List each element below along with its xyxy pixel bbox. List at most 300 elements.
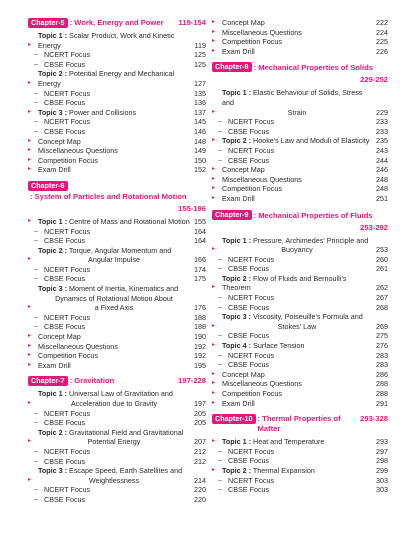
- focus-entry[interactable]: [212, 264, 388, 274]
- topic-number: Topic 2 :: [38, 427, 68, 437]
- entry-text: [222, 274, 372, 293]
- page-number: 136: [194, 98, 206, 108]
- dash-icon: –: [34, 265, 38, 273]
- bullet-arrow-icon: ▸: [28, 217, 32, 224]
- entry-text: NCERT Focus: [44, 485, 91, 495]
- page-number: 276: [376, 341, 388, 351]
- topic-title: Heat and Temperature: [253, 437, 325, 447]
- focus-entry[interactable]: [28, 457, 206, 467]
- page-number: 192: [194, 351, 206, 361]
- entry-text: NCERT Focus: [44, 408, 91, 418]
- page-number: 135: [194, 88, 206, 98]
- topic-entry[interactable]: [212, 312, 388, 331]
- topic-entry[interactable]: [212, 136, 388, 146]
- chapter-badge: Chapter-10: [212, 414, 256, 424]
- page-number: 212: [194, 456, 206, 466]
- page-number: 226: [376, 46, 388, 56]
- entry-text: [222, 312, 372, 331]
- entry-text: Exam Drill: [38, 360, 71, 370]
- topic-entry[interactable]: [212, 341, 388, 351]
- chapter-title: : Thermal Properties of Matter: [257, 414, 341, 434]
- topic-entry[interactable]: [28, 428, 206, 447]
- dash-icon: –: [34, 99, 38, 107]
- page-number: 243: [376, 145, 388, 155]
- focus-entry[interactable]: [28, 313, 206, 323]
- chapter-badge: Chapter-6: [28, 181, 68, 191]
- entry-text: NCERT Focus: [228, 446, 275, 456]
- entry-text: CBSE Focus: [228, 126, 270, 136]
- toc-entry[interactable]: [212, 389, 388, 399]
- dash-icon: –: [218, 303, 222, 311]
- topic-number: Topic 2 :: [222, 136, 252, 146]
- focus-entry[interactable]: [212, 146, 388, 156]
- dash-icon: –: [218, 294, 222, 302]
- bullet-arrow-icon: ▸: [28, 256, 32, 263]
- dash-icon: –: [34, 419, 38, 427]
- dash-icon: –: [34, 323, 38, 331]
- page-number: 275: [376, 331, 388, 341]
- toc-entry[interactable]: [212, 379, 388, 389]
- entry-text: CBSE Focus: [228, 264, 270, 274]
- focus-entry[interactable]: [28, 236, 206, 246]
- focus-entry[interactable]: [28, 447, 206, 457]
- entry-text: Exam Drill: [38, 165, 71, 175]
- entry-text: NCERT Focus: [44, 264, 91, 274]
- topic-entry[interactable]: [28, 246, 206, 265]
- entry-text: Concept Map: [38, 136, 81, 146]
- entry-text: Exam Drill: [222, 398, 255, 408]
- topic-entry[interactable]: [28, 31, 206, 50]
- chapter-badge: Chapter-5: [28, 18, 68, 28]
- page-number: 268: [376, 302, 388, 312]
- dash-icon: –: [34, 51, 38, 59]
- toc-entry[interactable]: [212, 28, 388, 38]
- focus-entry[interactable]: [28, 50, 206, 60]
- entry-text: Exam Drill: [222, 193, 255, 203]
- topic-entry[interactable]: [28, 69, 206, 88]
- entry-text: Competition Focus: [38, 351, 98, 361]
- page-number: 214: [194, 475, 206, 485]
- dash-icon: –: [218, 351, 222, 359]
- bullet-arrow-icon: ▸: [28, 166, 32, 173]
- focus-entry[interactable]: [212, 476, 388, 486]
- page-number: 303: [376, 475, 388, 485]
- bullet-arrow-icon: ▸: [28, 352, 32, 359]
- chapter-heading[interactable]: [28, 376, 206, 386]
- topic-entry[interactable]: [28, 389, 206, 408]
- page-number: 283: [376, 350, 388, 360]
- topic-title: Pressure, Archimedes' Principle and: [253, 235, 369, 245]
- entry-text: NCERT Focus: [44, 50, 91, 60]
- topic-title-continued: a Fixed Axis: [94, 303, 134, 313]
- chapter-page-range: 253-292: [360, 222, 388, 232]
- page-number: 152: [194, 165, 206, 175]
- entry-text: Miscellaneous Questions: [222, 174, 302, 184]
- bullet-arrow-icon: ▸: [28, 147, 32, 154]
- entry-text: CBSE Focus: [44, 274, 86, 284]
- page-number: 229: [376, 107, 388, 117]
- bullet-arrow-icon: ▸: [212, 322, 216, 329]
- chapter-page-range: 229-252: [360, 75, 388, 85]
- bullet-arrow-icon: ▸: [212, 47, 216, 54]
- focus-entry[interactable]: [28, 418, 206, 428]
- entry-text: [222, 236, 372, 255]
- dash-icon: –: [34, 409, 38, 417]
- bullet-arrow-icon: ▸: [212, 185, 216, 192]
- bullet-arrow-icon: ▸: [212, 284, 216, 291]
- page-number: 244: [376, 155, 388, 165]
- topic-title-continued: Dynamics of Rotational Motion About: [55, 293, 173, 303]
- topic-entry[interactable]: [212, 236, 388, 255]
- dash-icon: –: [218, 476, 222, 484]
- toc-entry[interactable]: [28, 332, 206, 342]
- page-number: 297: [376, 446, 388, 456]
- topic-number: Topic 1 :: [222, 235, 252, 245]
- focus-entry[interactable]: [28, 485, 206, 495]
- dash-icon: –: [34, 495, 38, 503]
- toc-entry[interactable]: [212, 37, 388, 47]
- dash-icon: –: [34, 447, 38, 455]
- dash-icon: –: [218, 332, 222, 340]
- entry-text: CBSE Focus: [228, 331, 270, 341]
- page-number: 149: [194, 146, 206, 156]
- focus-entry[interactable]: [28, 227, 206, 237]
- bullet-arrow-icon: ▸: [28, 108, 32, 115]
- toc-entry[interactable]: [212, 184, 388, 194]
- page-number: 119: [194, 40, 206, 50]
- page-number: 291: [376, 398, 388, 408]
- topic-entry[interactable]: [212, 437, 388, 447]
- topic-entry[interactable]: [28, 217, 206, 227]
- topic-title-continued: Weightlessness: [88, 475, 140, 485]
- focus-entry[interactable]: [28, 60, 206, 70]
- page-number: 155: [194, 216, 206, 226]
- focus-entry[interactable]: [28, 495, 206, 505]
- chapter-title: : System of Particles and Rotational Motion: [30, 191, 187, 201]
- entry-text: Miscellaneous Questions: [38, 341, 118, 351]
- entry-text: Competition Focus: [222, 389, 282, 398]
- chapter-heading[interactable]: [212, 210, 388, 233]
- chapter-heading[interactable]: [212, 414, 388, 434]
- bullet-arrow-icon: ▸: [28, 333, 32, 340]
- focus-entry[interactable]: [212, 156, 388, 166]
- entry-text: NCERT Focus: [228, 117, 275, 127]
- focus-entry[interactable]: [212, 255, 388, 265]
- toc-entry[interactable]: [212, 194, 388, 204]
- focus-entry[interactable]: [212, 351, 388, 361]
- page-number: 283: [376, 360, 388, 370]
- entry-text: Competition Focus: [222, 37, 282, 47]
- dash-icon: –: [34, 486, 38, 494]
- page-number: 235: [376, 136, 388, 146]
- entry-text: CBSE Focus: [228, 155, 270, 165]
- focus-entry[interactable]: [28, 117, 206, 127]
- bullet-arrow-icon: ▸: [28, 156, 32, 163]
- entry-text: CBSE Focus: [44, 456, 86, 466]
- toc-entry[interactable]: [28, 146, 206, 156]
- entry-text: CBSE Focus: [44, 236, 86, 246]
- page-number: 251: [376, 193, 388, 203]
- entry-text: NCERT Focus: [44, 446, 91, 456]
- focus-entry[interactable]: [212, 117, 388, 127]
- page-number: 261: [376, 264, 388, 274]
- entry-text: Concept Map: [222, 369, 265, 379]
- bullet-arrow-icon: ▸: [212, 166, 216, 173]
- page-number: 166: [194, 255, 206, 265]
- page-number: 205: [194, 418, 206, 428]
- dash-icon: –: [218, 361, 222, 369]
- page-number: 192: [194, 341, 206, 351]
- page-number: 298: [376, 456, 388, 466]
- bullet-arrow-icon: ▸: [212, 28, 216, 35]
- toc-entry[interactable]: [28, 351, 206, 361]
- entry-text: [38, 466, 190, 485]
- entry-text: [222, 88, 372, 117]
- entry-text: Miscellaneous Questions: [222, 27, 302, 37]
- topic-title: Hooke's Law and Moduli of Elasticity: [253, 136, 370, 146]
- page-number: 127: [194, 78, 206, 88]
- entry-text: [222, 466, 372, 476]
- focus-entry[interactable]: [28, 98, 206, 108]
- topic-title: Gravitational Field and Gravitational: [69, 427, 184, 437]
- toc-entry[interactable]: [212, 47, 388, 57]
- page-number: 164: [194, 226, 206, 236]
- entry-text: NCERT Focus: [44, 88, 91, 98]
- topic-title-continued: Stokes' Law: [277, 321, 317, 331]
- entry-text: [38, 284, 190, 313]
- dash-icon: –: [34, 227, 38, 235]
- dash-icon: –: [218, 265, 222, 273]
- entry-text: NCERT Focus: [228, 254, 275, 264]
- page-number: 233: [376, 126, 388, 136]
- dash-icon: –: [218, 146, 222, 154]
- chapter-title: : Mechanical Properties of Fluids: [253, 210, 373, 220]
- page-number: 220: [194, 494, 206, 504]
- topic-title-continued: Strain: [287, 107, 307, 117]
- dash-icon: –: [34, 127, 38, 135]
- bullet-arrow-icon: ▸: [212, 466, 216, 473]
- topic-title: Escape Speed, Earth Satellites and: [69, 466, 183, 476]
- page-number: 176: [194, 303, 206, 313]
- page-number: 212: [194, 446, 206, 456]
- topic-title: Flow of Fluids and Bernoulli's Theorem: [222, 273, 347, 293]
- focus-entry[interactable]: [28, 274, 206, 284]
- toc-entry[interactable]: [28, 137, 206, 147]
- page-number: 269: [376, 321, 388, 331]
- topic-title: Power and Collisions: [69, 107, 137, 117]
- dash-icon: –: [34, 313, 38, 321]
- page-number: 262: [376, 283, 388, 293]
- page-number: 150: [194, 155, 206, 165]
- page-number: 220: [194, 485, 206, 495]
- focus-entry[interactable]: [212, 293, 388, 303]
- bullet-arrow-icon: ▸: [28, 79, 32, 86]
- toc-right-column: [212, 18, 388, 495]
- topic-entry[interactable]: [28, 284, 206, 313]
- chapter-badge: Chapter-9: [212, 210, 252, 220]
- bullet-arrow-icon: ▸: [28, 438, 32, 445]
- toc-entry[interactable]: [28, 342, 206, 352]
- focus-entry[interactable]: [212, 331, 388, 341]
- entry-text: CBSE Focus: [228, 360, 270, 370]
- entry-text: CBSE Focus: [44, 322, 86, 332]
- toc-entry[interactable]: [28, 165, 206, 175]
- dash-icon: –: [34, 89, 38, 97]
- bullet-arrow-icon: ▸: [212, 380, 216, 387]
- entry-text: CBSE Focus: [228, 456, 270, 466]
- topic-title-continued: Buoyancy: [281, 245, 313, 255]
- dash-icon: –: [34, 457, 38, 465]
- bullet-arrow-icon: ▸: [212, 370, 216, 377]
- dash-icon: –: [218, 255, 222, 263]
- entry-text: [222, 437, 372, 447]
- entry-text: [38, 108, 190, 118]
- topic-title: Universal Law of Gravitation and: [69, 389, 173, 399]
- focus-entry[interactable]: [212, 127, 388, 137]
- topic-title: Thermal Expansion: [252, 465, 315, 475]
- topic-number: Topic 3 :: [222, 312, 252, 322]
- focus-entry[interactable]: [28, 322, 206, 332]
- chapter-title: : Gravitation: [69, 376, 115, 386]
- focus-entry[interactable]: [212, 447, 388, 457]
- entry-text: Concept Map: [222, 18, 265, 27]
- entry-text: CBSE Focus: [44, 59, 86, 69]
- topic-title: Surface Tension: [253, 341, 305, 351]
- bullet-arrow-icon: ▸: [212, 390, 216, 396]
- topic-number: Topic 2 :: [222, 273, 252, 283]
- page-number: 164: [194, 236, 206, 246]
- toc-entry[interactable]: [28, 156, 206, 166]
- bullet-arrow-icon: ▸: [28, 400, 32, 406]
- topic-title: Elastic Behaviour of Solids, Stress and: [222, 88, 363, 107]
- topic-number: Topic 1 :: [38, 216, 68, 226]
- dash-icon: –: [218, 447, 222, 455]
- focus-entry[interactable]: [212, 303, 388, 313]
- topic-number: Topic 1 :: [38, 389, 68, 399]
- focus-entry[interactable]: [28, 89, 206, 99]
- topic-number: Topic 3 :: [38, 466, 68, 476]
- topic-title: Centre of Mass and Rotational Motion: [69, 216, 190, 226]
- topic-entry[interactable]: [28, 108, 206, 118]
- entry-text: Miscellaneous Questions: [38, 146, 118, 156]
- entry-text: [38, 31, 191, 50]
- focus-entry[interactable]: [28, 265, 206, 275]
- focus-entry[interactable]: [212, 360, 388, 370]
- focus-entry[interactable]: [28, 127, 206, 137]
- toc-entry[interactable]: [212, 165, 388, 175]
- page-number: 137: [194, 107, 206, 117]
- topic-number: Topic 2 :: [38, 69, 68, 79]
- page-number: 303: [376, 485, 388, 495]
- chapter-heading[interactable]: [28, 181, 206, 214]
- bullet-arrow-icon: ▸: [212, 175, 216, 182]
- topic-entry[interactable]: [212, 88, 388, 117]
- entry-text: [222, 136, 372, 146]
- toc-entry[interactable]: [212, 370, 388, 380]
- page-number: 248: [376, 174, 388, 184]
- bullet-arrow-icon: ▸: [212, 246, 216, 253]
- page-number: 299: [376, 465, 388, 475]
- toc-entry[interactable]: [212, 399, 388, 409]
- entry-text: [38, 428, 190, 447]
- entry-text: [222, 341, 372, 351]
- dash-icon: –: [34, 275, 38, 283]
- dash-icon: –: [34, 237, 38, 245]
- focus-entry[interactable]: [212, 485, 388, 495]
- entry-text: CBSE Focus: [228, 302, 270, 312]
- chapter-page-range: 119-154: [178, 18, 206, 27]
- page-number: 288: [376, 379, 388, 389]
- page-number: 197: [194, 399, 206, 408]
- entry-text: [38, 389, 190, 408]
- bullet-arrow-icon: ▸: [28, 41, 32, 48]
- page-number: 224: [376, 27, 388, 37]
- topic-number: Topic 1 :: [222, 88, 252, 98]
- page-number: 146: [194, 126, 206, 136]
- focus-entry[interactable]: [212, 456, 388, 466]
- toc-entry[interactable]: [28, 361, 206, 371]
- entry-text: [38, 246, 190, 265]
- chapter-heading[interactable]: [212, 62, 388, 85]
- topic-title-continued: Potential Energy: [87, 437, 141, 447]
- bullet-arrow-icon: ▸: [212, 194, 216, 201]
- topic-number: Topic 3 :: [38, 284, 68, 294]
- page-number: 175: [194, 274, 206, 284]
- chapter-badge: Chapter-8: [212, 62, 252, 72]
- page-number: 188: [194, 312, 206, 322]
- entry-text: CBSE Focus: [228, 485, 270, 495]
- page-number: 190: [194, 332, 206, 342]
- chapter-title: : Work, Energy and Power: [69, 18, 164, 27]
- topic-number: Topic 3 :: [38, 107, 68, 117]
- entry-text: Competition Focus: [222, 184, 282, 194]
- entry-text: [38, 217, 190, 227]
- toc-entry[interactable]: [212, 175, 388, 185]
- page-number: 125: [194, 59, 206, 69]
- topic-number: Topic 2 :: [222, 465, 252, 475]
- topic-entry[interactable]: [212, 274, 388, 293]
- entry-text: CBSE Focus: [44, 418, 86, 428]
- page-number: 207: [194, 437, 206, 447]
- dash-icon: –: [218, 457, 222, 465]
- chapter-page-range: 155-196: [178, 203, 206, 213]
- topic-title: Scalar Product, Work and Kinetic Energy: [38, 31, 175, 50]
- dash-icon: –: [218, 156, 222, 164]
- page-number: 246: [376, 165, 388, 175]
- topic-entry[interactable]: [28, 466, 206, 485]
- bullet-arrow-icon: ▸: [28, 342, 32, 349]
- bullet-arrow-icon: ▸: [28, 361, 32, 368]
- chapter-page-range: 197-228: [178, 376, 206, 386]
- entry-text: NCERT Focus: [228, 145, 275, 155]
- entry-text: NCERT Focus: [44, 117, 91, 127]
- entry-text: Concept Map: [222, 165, 265, 175]
- topic-entry[interactable]: [212, 466, 388, 476]
- topic-title: Torque, Angular Momentum and: [68, 245, 172, 255]
- entry-text: [38, 69, 190, 88]
- page-number: 248: [376, 184, 388, 194]
- chapter-heading[interactable]: [28, 18, 206, 28]
- page-number: 293: [376, 437, 388, 447]
- toc-entry[interactable]: [212, 18, 388, 28]
- page-number: 148: [194, 136, 206, 146]
- entry-text: CBSE Focus: [44, 126, 86, 136]
- toc-left-column: [28, 18, 206, 505]
- bullet-arrow-icon: ▸: [212, 19, 216, 25]
- focus-entry[interactable]: [28, 409, 206, 419]
- topic-number: Topic 2 :: [38, 245, 68, 255]
- topic-title-continued: Angular Impulse: [88, 255, 140, 265]
